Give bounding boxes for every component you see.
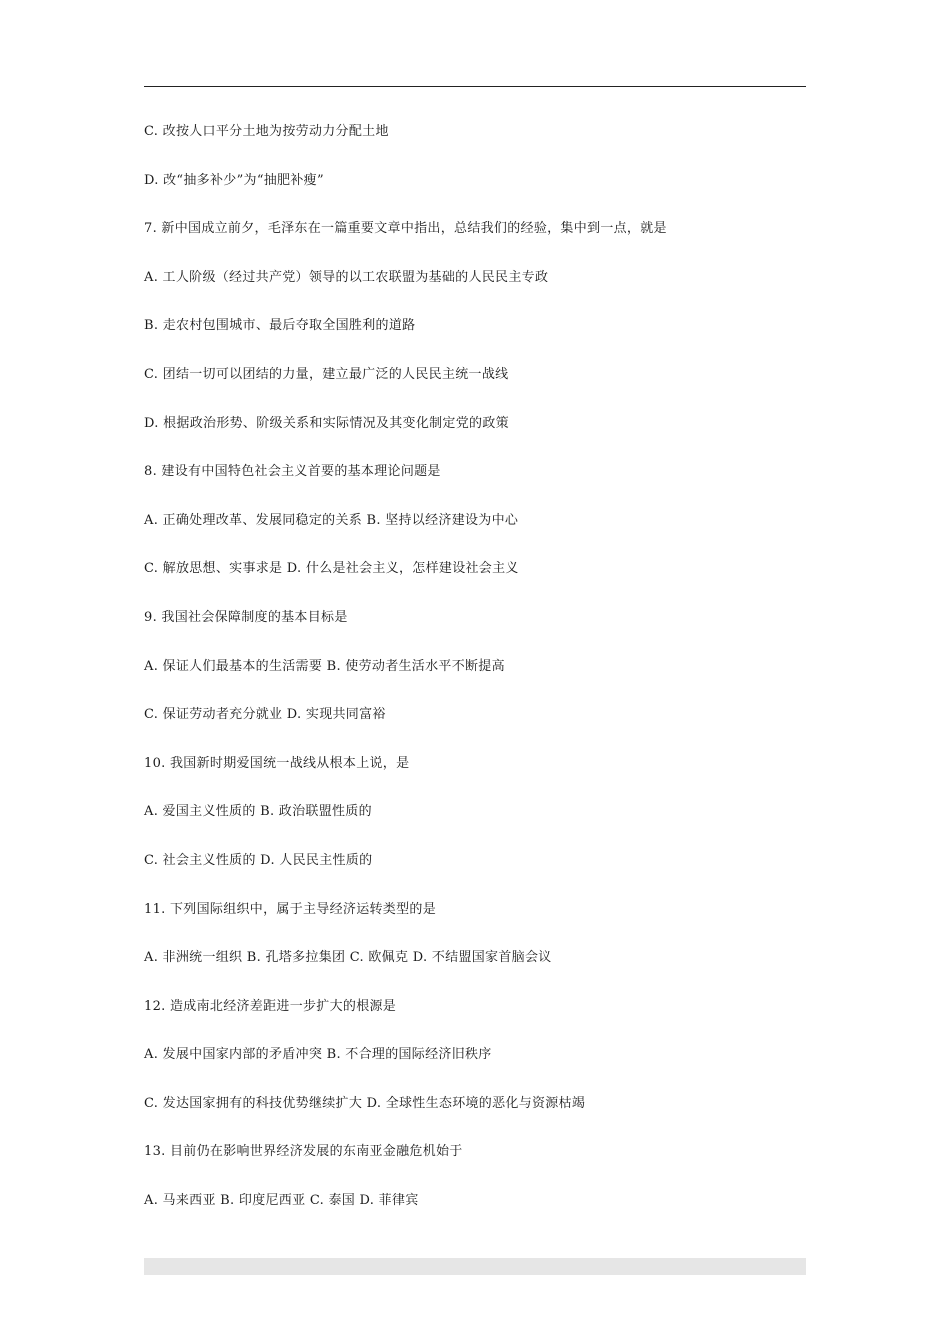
question-line: 11. 下列国际组织中，属于主导经济运转类型的是 <box>144 901 437 917</box>
option-line: A. 工人阶级（经过共产党）领导的以工农联盟为基础的人民民主专政 <box>144 269 549 285</box>
option-line: B. 走农村包围城市、最后夺取全国胜利的道路 <box>144 318 416 334</box>
question-line: 10. 我国新时期爱国统一战线从根本上说，是 <box>144 755 410 771</box>
question-line: 7. 新中国成立前夕，毛泽东在一篇重要文章中指出，总结我们的经验，集中到一点，就是 <box>144 221 667 237</box>
option-line: A. 爱国主义性质的 B. 政治联盟性质的 <box>144 804 372 820</box>
document-body <box>144 120 806 1238</box>
option-line: D. 根据政治形势、阶级关系和实际情况及其变化制定党的政策 <box>144 415 509 431</box>
option-line: A. 发展中国家内部的矛盾冲突 B. 不合理的国际经济旧秩序 <box>144 1047 492 1063</box>
option-line: C. 改按人口平分土地为按劳动力分配土地 <box>144 124 389 139</box>
option-line: C. 保证劳动者充分就业 D. 实现共同富裕 <box>144 707 386 723</box>
question-line: 13. 目前仍在影响世界经济发展的东南亚金融危机始于 <box>144 1144 463 1160</box>
option-line: D. 改“抽多补少”为“抽肥补瘦” <box>144 172 324 188</box>
option-line: C. 团结一切可以团结的力量，建立最广泛的人民民主统一战线 <box>144 366 509 382</box>
option-line: A. 正确处理改革、发展同稳定的关系 B. 坚持以经济建设为中心 <box>144 512 519 528</box>
option-line: A. 保证人们最基本的生活需要 B. 使劳动者生活水平不断提高 <box>144 658 505 674</box>
question-line: 8. 建设有中国特色社会主义首要的基本理论问题是 <box>144 464 441 480</box>
question-line: 9. 我国社会保障制度的基本目标是 <box>144 609 348 625</box>
header-divider <box>144 86 806 87</box>
option-line: A. 非洲统一组织 B. 孔塔多拉集团 C. 欧佩克 D. 不结盟国家首脑会议 <box>144 950 552 966</box>
question-line: 12. 造成南北经济差距进一步扩大的根源是 <box>144 998 397 1014</box>
option-line: C. 社会主义性质的 D. 人民民主性质的 <box>144 852 373 868</box>
option-line: C. 发达国家拥有的科技优势继续扩大 D. 全球性生态环境的恶化与资源枯竭 <box>144 1095 586 1111</box>
footer-bar <box>144 1258 806 1275</box>
option-line: C. 解放思想、实事求是 D. 什么是社会主义，怎样建设社会主义 <box>144 561 519 577</box>
option-line: A. 马来西亚 B. 印度尼西亚 C. 泰国 D. 菲律宾 <box>144 1193 419 1209</box>
